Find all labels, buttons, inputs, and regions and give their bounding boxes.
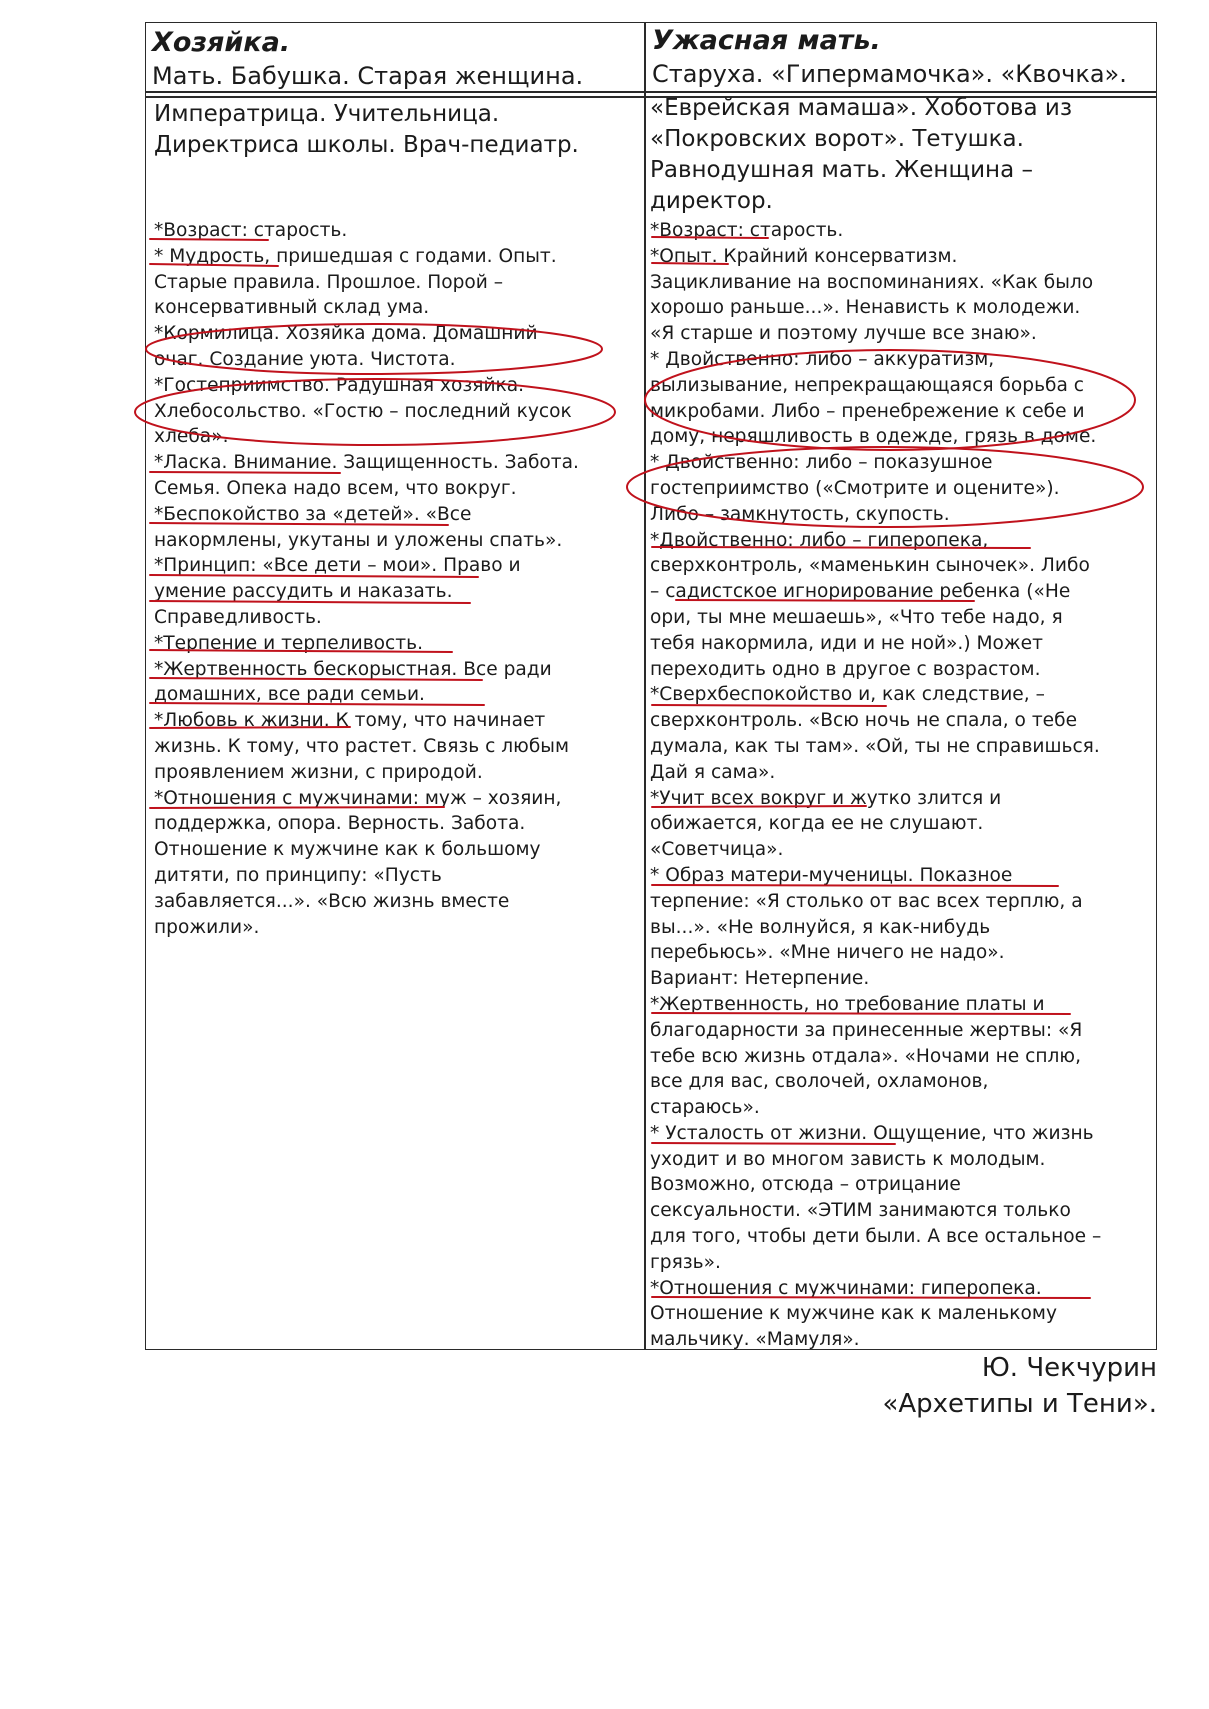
left-intro (154, 99, 640, 161)
right-line: Отношение к мужчине как к маленькому (650, 1303, 1057, 1325)
column-divider (644, 23, 646, 1349)
right-line: для того, чтобы дети были. А все остальное – (650, 1226, 1102, 1248)
right-line: уходит и во многом зависть к молодым. (650, 1148, 1046, 1170)
attribution (882, 1350, 1157, 1422)
right-line: все для вас, сволочей, охламонов, (650, 1071, 989, 1093)
right-line: грязь». (650, 1251, 721, 1273)
left-intro-line: Директриса школы. Врач-педиатр. (154, 132, 579, 158)
right-intro-line: «Покровских ворот». Тетушка. (650, 126, 1024, 152)
left-line: хлеба». (154, 426, 229, 448)
source-title: «Архетипы и Тени». (882, 1389, 1157, 1419)
left-line: проявлением жизни, с природой. (154, 761, 483, 783)
right-line: Зацикливание на воспоминаниях. «Как было (650, 271, 1094, 293)
right-line: стараюсь». (650, 1097, 760, 1119)
right-line: *Опыт. Крайний консерватизм. (650, 245, 958, 267)
left-line: жизнь. К тому, что растет. Связь с любым (154, 735, 570, 757)
right-line: * Двойственно: либо – аккуратизм, (650, 348, 995, 370)
right-line: тебя накормила, иди и не ной».) Может (650, 632, 1043, 654)
right-line: * Образ матери-мученицы. Показное (650, 864, 1013, 886)
right-line: тебе всю жизнь отдала». «Ночами не сплю, (650, 1045, 1081, 1067)
left-line: *Гостеприимство. Радушная хозяйка. (154, 374, 525, 396)
left-line: поддержка, опора. Верность. Забота. (154, 813, 526, 835)
right-header (652, 23, 1152, 89)
left-line: Семья. Опека надо всем, что вокруг. (154, 477, 517, 499)
left-intro-line: Императрица. Учительница. (154, 101, 500, 127)
left-body (154, 218, 640, 940)
right-line: думала, как ты там». «Ой, ты не справишься. (650, 735, 1100, 757)
right-line: *Учит всех вокруг и жутко злится и (650, 787, 1002, 809)
left-line: * Мудрость, пришедшая с годами. Опыт. (154, 245, 557, 267)
left-title: Хозяйка. (152, 27, 291, 58)
left-line: Старые правила. Прошлое. Порой – (154, 271, 504, 293)
right-line: микробами. Либо – пренебрежение к себе и (650, 400, 1085, 422)
right-line: вылизывание, непрекращающаяся борьба с (650, 374, 1085, 396)
right-line: сверхконтроль. «Всю ночь не спала, о тебе (650, 710, 1078, 732)
right-line: *Двойственно: либо – гиперопека, (650, 529, 989, 551)
right-line: благодарности за принесенные жертвы: «Я (650, 1019, 1083, 1041)
left-line: *Терпение и терпеливость. (154, 632, 423, 654)
right-line: дому, неряшливость в одежде, грязь в доме. (650, 426, 1097, 448)
left-subtitle: Мать. Бабушка. Старая женщина. (152, 62, 584, 90)
right-intro-line: Равнодушная мать. Женщина – (650, 157, 1034, 183)
left-line: умение рассудить и наказать. (154, 581, 453, 603)
left-line: *Любовь к жизни. К тому, что начинает (154, 710, 546, 732)
right-line: *Отношения с мужчинами: гиперопека. (650, 1277, 1042, 1299)
left-line: *Принцип: «Все дети – мои». Право и (154, 555, 521, 577)
right-line: Вариант: Нетерпение. (650, 968, 870, 990)
right-line: «Я старше и поэтому лучше все знаю». (650, 323, 1037, 345)
right-line: *Возраст: старость. (650, 220, 844, 241)
right-line: Возможно, отсюда – отрицание (650, 1174, 961, 1196)
left-line: очаг. Создание уюта. Чистота. (154, 348, 456, 370)
right-line: переходить одно в другое с возрастом. (650, 658, 1041, 680)
left-line: домашних, все ради семьи. (154, 684, 425, 706)
archetype-table (145, 22, 1157, 1350)
right-line: Либо – замкнутость, скупость. (650, 503, 950, 525)
left-line: *Ласка. Внимание. Защищенность. Забота. (154, 452, 579, 474)
right-line: сексуальности. «ЭТИМ занимаются только (650, 1200, 1071, 1222)
left-line: дитяти, по принципу: «Пусть (154, 864, 442, 886)
right-line: сверхконтроль, «маменькин сыночек». Либо (650, 555, 1090, 577)
right-title: Ужасная мать. (652, 25, 881, 56)
right-line: перебьюсь». «Мне ничего не надо». (650, 942, 1005, 964)
left-line: Хлебосольство. «Гостю – последний кусок (154, 400, 572, 422)
right-body (650, 218, 1154, 1353)
author-name: Ю. Чекчурин (981, 1353, 1157, 1383)
right-line: *Жертвенность, но требование платы и (650, 993, 1045, 1015)
right-line: *Сверхбеспокойство и, как следствие, – (650, 684, 1045, 706)
right-line: Дай я сама». (650, 761, 776, 783)
left-line: консервативный склад ума. (154, 297, 430, 319)
left-header (152, 25, 638, 91)
left-line: *Беспокойство за «детей». «Все (154, 503, 472, 525)
left-line: Отношение к мужчине как к большому (154, 839, 541, 861)
right-line: терпение: «Я столько от вас всех терплю, а (650, 890, 1083, 912)
right-subtitle: Старуха. «Гипермамочка». «Квочка». (652, 60, 1127, 88)
right-line: – садистское игнорирование ребенка («Не (650, 581, 1071, 603)
left-line: накормлены, укутаны и уложены спать». (154, 529, 563, 551)
left-line: прожили». (154, 916, 260, 938)
left-line: *Кормилица. Хозяйка дома. Домашний (154, 323, 538, 345)
right-line: «Советчица». (650, 839, 784, 861)
right-line: вы...». «Не волнуйся, я как-нибудь (650, 916, 991, 938)
left-line: Справедливость. (154, 606, 322, 628)
right-line: * Двойственно: либо – показушное (650, 452, 993, 474)
right-line: обижается, когда ее не слушают. (650, 813, 984, 835)
right-line: ори, ты мне мешаешь», «Что тебе надо, я (650, 606, 1063, 628)
left-line: *Жертвенность бескорыстная. Все ради (154, 658, 552, 680)
right-intro (650, 93, 1154, 217)
right-line: гостеприимство («Смотрите и оцените»). (650, 477, 1060, 499)
left-line: забавляется...». «Всю жизнь вместе (154, 890, 510, 912)
left-line: *Возраст: старость. (154, 220, 348, 241)
right-line: хорошо раньше...». Ненависть к молодежи. (650, 297, 1081, 319)
left-line: *Отношения с мужчинами: муж – хозяин, (154, 787, 562, 809)
right-intro-line: «Еврейская мамаша». Хоботова из (650, 95, 1073, 121)
right-line: мальчику. «Мамуля». (650, 1329, 860, 1351)
right-intro-line: директор. (650, 188, 773, 214)
right-line: * Усталость от жизни. Ощущение, что жизнь (650, 1122, 1094, 1144)
